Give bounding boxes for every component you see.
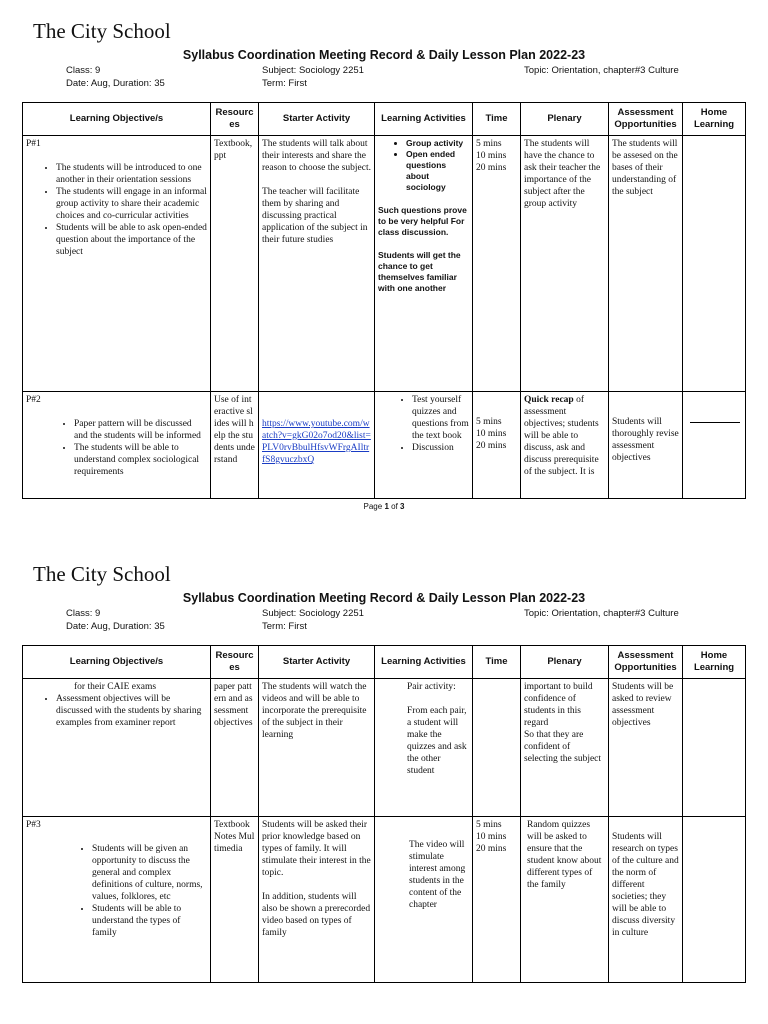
header-starter: Starter Activity: [259, 646, 375, 679]
activities-cell: [375, 679, 473, 817]
page-2: [0, 543, 768, 1024]
page-total: 3: [400, 502, 405, 511]
home-blank-line: [690, 422, 740, 423]
activities-cell: [375, 136, 473, 392]
plenary-cell: Random quizzes will be asked to ensure that the student know about different types of the family: [521, 817, 609, 983]
header-plenary: Plenary: [521, 646, 609, 679]
page-of: of: [391, 502, 398, 511]
topic-label: Topic: Orientation, chapter#3 Culture: [524, 608, 679, 619]
list-item: • Students will be able to ask open-ended question about the importance of the subject: [56, 222, 207, 258]
youtube-link[interactable]: https://www.youtube.com/watch?v=gkG02o7od20&list=PLV0rvBbulHfsvWFrgAIltrfS8gvuczbxQ: [262, 419, 371, 465]
list-item: • Group activity: [406, 138, 469, 149]
subject-label: Subject: Sociology 2251: [262, 608, 364, 619]
plenary-cell: [521, 679, 609, 817]
header-activities: Learning Activities: [375, 103, 473, 136]
header-home: Home Learning: [683, 646, 746, 679]
activities-cell: [375, 817, 473, 983]
starter-cell: [259, 817, 375, 983]
assessment-text: Students will thoroughly revise assessment objectives: [612, 417, 679, 463]
time-value: 20 mins: [476, 441, 507, 451]
topic-label: Topic: Orientation, chapter#3 Culture: [524, 65, 679, 76]
list-item: • Discussion: [412, 442, 469, 454]
objective-cell: [23, 136, 211, 392]
list-item: • Students will be given an opportunity to discuss the general and complex definitions of culture, norms, values, folklores, etc: [92, 843, 207, 903]
date-label: Date: Aug, Duration: 35: [66, 78, 165, 89]
header-home: Home Learning: [683, 103, 746, 136]
page-current: 1: [384, 502, 389, 511]
time-value: 5 mins: [476, 139, 502, 149]
header-objective: Learning Objective/s: [23, 646, 211, 679]
school-name: The City School: [33, 19, 171, 43]
home-cell: [683, 679, 746, 817]
home-cell: [683, 136, 746, 392]
subject-label: Subject: Sociology 2251: [262, 65, 364, 76]
header-plenary: Plenary: [521, 103, 609, 136]
assessment-cell: Students will research on types of the culture and the norm of different societies; they will be able to discuss diversity in culture: [609, 817, 683, 983]
list-item: • Assessment objectives will be discussed with the students by sharing examples from examiner report: [56, 693, 207, 729]
time-value: 20 mins: [476, 844, 507, 854]
resources-cell: Textbook Notes Multimedia: [211, 817, 259, 983]
plenary-text: So that they are confident of selecting the subject: [524, 730, 602, 764]
activities-text: The video will stimulate interest among students in the content of the chapter: [409, 840, 466, 910]
header-activities: Learning Activities: [375, 646, 473, 679]
header-assessment: Assessment Opportunities: [609, 103, 683, 136]
lesson-plan-table: [22, 645, 746, 983]
starter-text: The students will talk about their interests and share the reason to choose the subject.: [262, 139, 371, 173]
class-label: Class: 9: [66, 608, 101, 619]
activities-text: Such questions prove to be very helpful For class discussion.: [378, 205, 467, 237]
page-label: Page: [363, 502, 383, 511]
list-item: • The students will be introduced to one another in their orientation sessions: [56, 162, 207, 186]
time-cell: [473, 817, 521, 983]
time-cell: [473, 136, 521, 392]
list-item: • Open ended questions about sociology: [406, 149, 469, 193]
activities-list: [378, 394, 469, 454]
table-header-row: [23, 646, 746, 679]
header-objective: Learning Objective/s: [23, 103, 211, 136]
table-row: [23, 136, 746, 392]
page-number: [0, 502, 768, 511]
table-row: [23, 679, 746, 817]
objective-cell: [23, 392, 211, 499]
starter-cell: The students will watch the videos and will be able to incorporate the prerequisite of the subject in their learning: [259, 679, 375, 817]
time-value: 5 mins: [476, 820, 502, 830]
assessment-cell: [609, 392, 683, 499]
header-resources: Resources: [211, 646, 259, 679]
list-item: • The students will engage in an informal group activity to share their academic choices and co-curricular activities: [56, 186, 207, 222]
period-label: P#3: [26, 820, 41, 830]
header-starter: Starter Activity: [259, 103, 375, 136]
plenary-bold: Quick recap: [524, 395, 574, 405]
time-value: 5 mins: [476, 417, 502, 427]
header-resources: Resources: [211, 103, 259, 136]
time-value: 10 mins: [476, 151, 507, 161]
lesson-plan-table: [22, 102, 746, 499]
time-value: 10 mins: [476, 429, 507, 439]
list-item: • Test yourself quizzes and questions from the text book: [412, 394, 469, 442]
resources-cell: Use of interactive slides will help the students understand: [211, 392, 259, 499]
header-assessment: Assessment Opportunities: [609, 646, 683, 679]
document-title: Syllabus Coordination Meeting Record & Daily Lesson Plan 2022-23: [182, 48, 586, 62]
document-title: Syllabus Coordination Meeting Record & Daily Lesson Plan 2022-23: [182, 591, 586, 605]
header-time: Time: [473, 103, 521, 136]
term-label: Term: First: [262, 78, 307, 89]
plenary-cell: The students will have the chance to ask their teacher the importance of the subject after the group activity: [521, 136, 609, 392]
objective-cell: [23, 679, 211, 817]
period-label: P#1: [26, 139, 41, 149]
activities-text: Pair activity:: [407, 682, 456, 692]
list-item: • The students will be able to understand complex sociological requirements: [74, 442, 207, 478]
term-label: Term: First: [262, 621, 307, 632]
starter-text: In addition, students will also be shown a prerecorded video based on types of family: [262, 892, 371, 938]
time-value: 20 mins: [476, 163, 507, 173]
table-header-row: [23, 103, 746, 136]
school-name: The City School: [33, 562, 171, 586]
resources-cell: paper pattern and assessment objectives: [211, 679, 259, 817]
plenary-text: important to build confidence of students in this regard: [524, 682, 593, 728]
table-row: [23, 817, 746, 983]
activities-list: [378, 138, 469, 193]
activities-text: From each pair, a student will make the quizzes and ask the other student: [407, 706, 467, 776]
header-time: Time: [473, 646, 521, 679]
assessment-cell: Students will be asked to review assessment objectives: [609, 679, 683, 817]
starter-text: Students will be asked their prior knowledge based on types of family. It will stimulate their interest in the topic.: [262, 820, 371, 878]
home-cell: [683, 392, 746, 499]
period-label: P#2: [26, 395, 41, 405]
starter-cell: [259, 392, 375, 499]
plenary-cell: [521, 392, 609, 499]
table-row: [23, 392, 746, 499]
activities-cell: [375, 392, 473, 499]
assessment-cell: The students will be assesed on the bases of their understanding of the subject: [609, 136, 683, 392]
date-label: Date: Aug, Duration: 35: [66, 621, 165, 632]
objective-cell: [23, 817, 211, 983]
objective-list: [26, 843, 207, 939]
objective-continued: for their CAIE exams: [74, 682, 157, 692]
starter-cell: [259, 136, 375, 392]
activities-text: Students will get the chance to get themselves familiar with one another: [378, 250, 461, 293]
home-cell: [683, 817, 746, 983]
resources-cell: Textbook, ppt: [211, 136, 259, 392]
objective-list: [26, 162, 207, 258]
starter-text: The teacher will facilitate them by sharing and discussing practical application of the subject in their future studies: [262, 187, 368, 245]
class-label: Class: 9: [66, 65, 101, 76]
plenary-text: of assessment objectives; students will be able to discuss, ask and discuss prerequisite of the subject. It is: [524, 395, 599, 477]
time-value: 10 mins: [476, 832, 507, 842]
list-item: • Students will be able to understand the types of family: [92, 903, 207, 939]
objective-list: [26, 693, 207, 729]
time-cell: [473, 679, 521, 817]
time-cell: [473, 392, 521, 499]
list-item: • Paper pattern will be discussed and the students will be informed: [74, 418, 207, 442]
objective-list: [26, 418, 207, 478]
